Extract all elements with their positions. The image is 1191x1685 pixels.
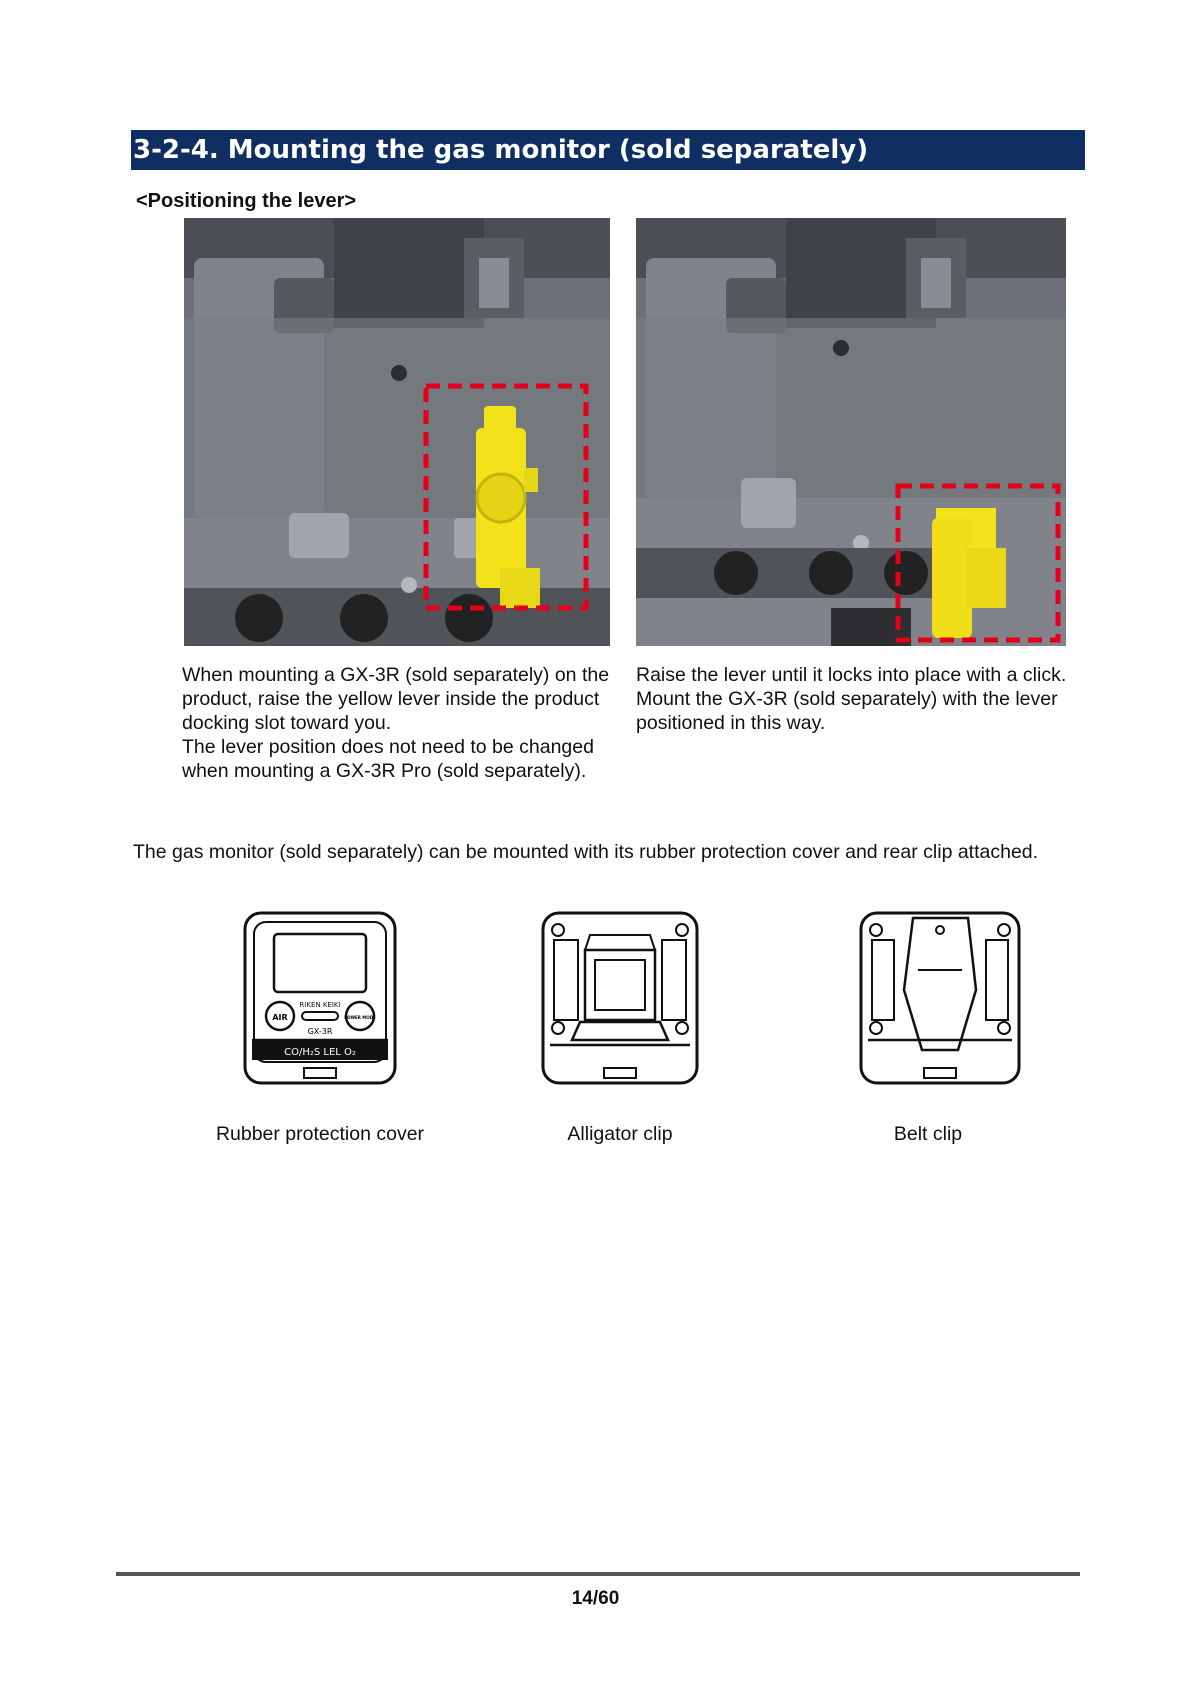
label-rubber-protection-cover: Rubber protection cover	[215, 1123, 425, 1145]
gas-labels: CO/H₂S LEL O₂	[284, 1047, 356, 1058]
belt-clip-drawing	[858, 910, 1022, 1091]
page-number: 14/60	[571, 1588, 620, 1609]
photo-lever-lowered	[184, 218, 610, 646]
subheading-lever: <Positioning the lever>	[136, 190, 357, 212]
air-button-label: AIR	[272, 1013, 288, 1022]
label-belt-clip: Belt clip	[893, 1123, 963, 1145]
caption-left-paragraph-2: The lever position does not need to be changed when mounting a GX-3R Pro (sold separately).	[182, 736, 594, 782]
caption-right-paragraph: Raise the lever until it locks into place with a click. Mount the GX-3R (sold separately) with the lever positioned in this way.	[636, 664, 1067, 734]
section-title: 3-2-4. Mounting the gas monitor (sold separately)	[131, 130, 1085, 170]
rubber-cover-drawing	[242, 910, 398, 1091]
intro-paragraph: The gas monitor (sold separately) can be mounted with its rubber protection cover and rear clip attached.	[133, 841, 1039, 863]
alligator-clip-drawing	[540, 910, 700, 1091]
brand-mark: RIKEN KEIKI	[299, 1001, 341, 1009]
caption-left-paragraph-1: When mounting a GX-3R (sold separately) on the product, raise the yellow lever inside the product docking slot toward you.	[182, 664, 610, 734]
caption-lever-lowered	[182, 663, 622, 783]
model-label: GX-3R	[307, 1027, 333, 1036]
footer-rule	[116, 1572, 1080, 1576]
caption-lever-raised	[636, 663, 1076, 735]
power-button-label: POWER MODE	[344, 1015, 376, 1020]
photo-lever-raised	[636, 218, 1066, 646]
label-alligator-clip: Alligator clip	[567, 1123, 673, 1145]
